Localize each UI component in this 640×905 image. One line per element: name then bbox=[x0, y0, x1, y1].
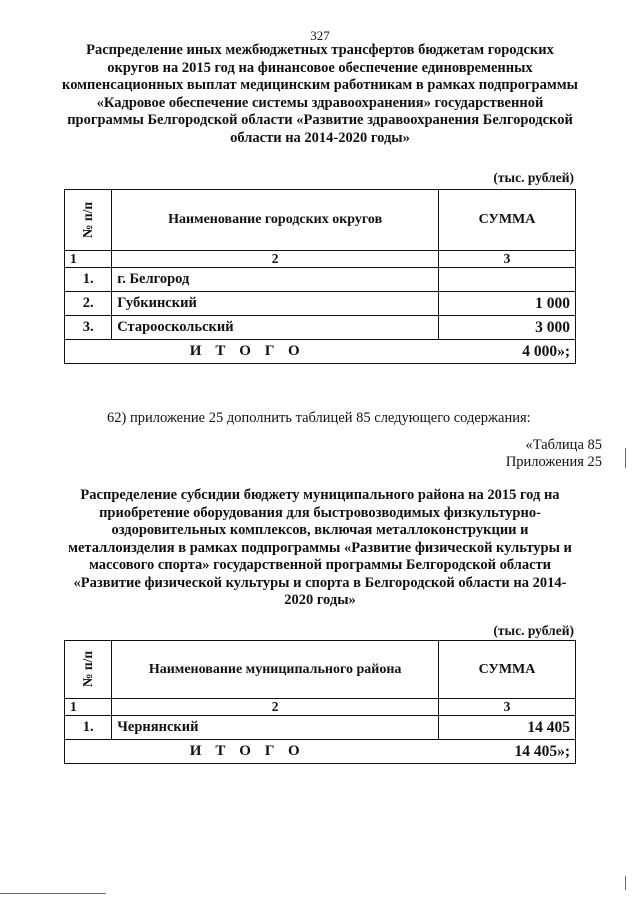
scan-edge-mark bbox=[625, 448, 626, 468]
table-index-row bbox=[65, 699, 576, 716]
row-name: Губкинский bbox=[112, 292, 439, 316]
index-cell: 1 bbox=[65, 699, 112, 716]
header-sum: СУММА bbox=[439, 190, 576, 251]
row-sum: 1 000 bbox=[439, 292, 576, 316]
row-num: 2. bbox=[65, 292, 112, 316]
row-name: г. Белгород bbox=[112, 268, 439, 292]
row-name: Старооскольский bbox=[112, 316, 439, 340]
table-total-row bbox=[65, 340, 576, 364]
header-num: № п/п bbox=[65, 190, 112, 251]
amendment-text: 62) приложение 25 дополнить таблицей 85 следующего содержания: bbox=[107, 410, 531, 426]
row-sum: 3 000 bbox=[439, 316, 576, 340]
index-cell: 3 bbox=[439, 251, 576, 268]
header-sum: СУММА bbox=[439, 641, 576, 699]
index-cell: 2 bbox=[112, 251, 439, 268]
table-index-row bbox=[65, 251, 576, 268]
row-num: 1. bbox=[65, 268, 112, 292]
table-row bbox=[65, 268, 576, 292]
table-total-row bbox=[65, 740, 576, 764]
subsidy-table bbox=[64, 640, 576, 764]
table-ref-line1: «Таблица 85 bbox=[525, 437, 602, 453]
section1-units: (тыс. рублей) bbox=[493, 170, 574, 185]
row-sum bbox=[439, 268, 576, 292]
index-cell: 2 bbox=[112, 699, 439, 716]
transfers-table bbox=[64, 189, 576, 364]
page-number: 327 bbox=[310, 28, 330, 43]
table-row bbox=[65, 316, 576, 340]
total-sum: 14 405»; bbox=[439, 740, 576, 764]
scan-edge-mark bbox=[625, 876, 626, 890]
index-cell: 1 bbox=[65, 251, 112, 268]
header-num: № п/п bbox=[65, 641, 112, 699]
table-ref-line2: Приложения 25 bbox=[505, 454, 602, 470]
total-label: ИТОГО bbox=[65, 740, 439, 764]
row-num: 1. bbox=[65, 716, 112, 740]
row-name: Чернянский bbox=[112, 716, 439, 740]
section1-title: Распределение иных межбюджетных трансфертов бюджетам городских округов на 2015 год на финансовое обеспечение единовременных компенсационных выплат медицинским работникам в рамках подпрограммы «Кадровое обеспечение системы здравоохранения» государственной программы Белгородской области «Развитие здравоохранения Белгородской области на 2014-2020 годы» bbox=[62, 42, 578, 146]
index-cell: 3 bbox=[439, 699, 576, 716]
row-sum: 14 405 bbox=[439, 716, 576, 740]
table-header-row bbox=[65, 641, 576, 699]
table-row bbox=[65, 292, 576, 316]
section2-units: (тыс. рублей) bbox=[493, 623, 574, 638]
row-num: 3. bbox=[65, 316, 112, 340]
table-header-row bbox=[65, 190, 576, 251]
total-sum: 4 000»; bbox=[439, 340, 576, 364]
footnote-rule bbox=[0, 893, 106, 894]
section2-title: Распределение субсидии бюджету муниципального района на 2015 год на приобретение оборудования для быстровозводимых физкультурно-оздоровительных комплексов, включая металлоконструкции и металлоизделия в рамках подпрограммы «Развитие физической культуры и массового спорта» государственной программы Белгородской области «Развитие физической культуры и спорта в Белгородской области на 2014-2020 годы» bbox=[68, 487, 572, 608]
header-name: Наименование муниципального района bbox=[112, 641, 439, 699]
table-row bbox=[65, 716, 576, 740]
total-label: ИТОГО bbox=[65, 340, 439, 364]
header-name: Наименование городских округов bbox=[112, 190, 439, 251]
